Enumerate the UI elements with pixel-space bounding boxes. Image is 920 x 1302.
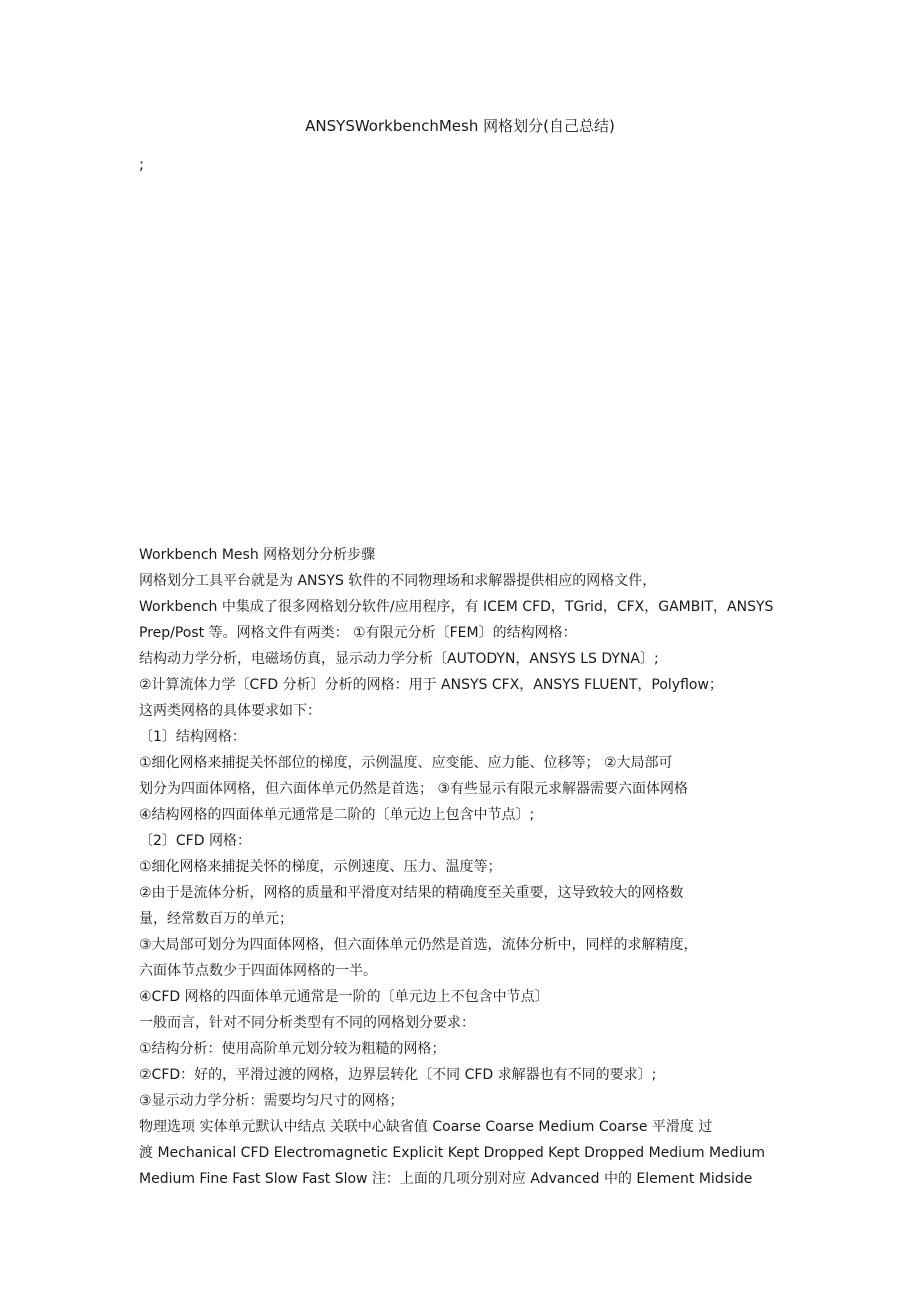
separator-mark: ;	[139, 155, 145, 173]
paragraph-line: 划分为四面体网格，但六面体单元仍然是首选； ③有些显示有限元求解器需要六面体网格	[139, 781, 688, 797]
paragraph-line: Workbench 中集成了很多网格划分软件/应用程序，有 ICEM CFD，TGrid，CFX，GAMBIT，ANSYS	[139, 599, 774, 615]
paragraph-line: 这两类网格的具体要求如下：	[139, 703, 321, 719]
paragraph-line: ①结构分析：使用高阶单元划分较为粗糙的网格；	[139, 1041, 446, 1057]
paragraph-line: ③大局部可划分为四面体网格，但六面体单元仍然是首选，流体分析中，同样的求解精度，	[139, 937, 698, 953]
paragraph-line: Medium Fine Fast Slow Fast Slow 注：上面的几项分别对应 Advanced 中的 Element Midside	[139, 1171, 753, 1187]
paragraph-line: ④结构网格的四面体单元通常是二阶的〔单元边上包含中节点〕;	[139, 807, 535, 823]
paragraph-line: ②CFD：好的，平滑过渡的网格，边界层转化〔不同 CFD 求解器也有不同的要求〕;	[139, 1067, 657, 1083]
paragraph-line: 六面体节点数少于四面体网格的一半。	[139, 963, 377, 979]
paragraph-line: ②计算流体力学〔CFD 分析〕分析的网格：用于 ANSYS CFX，ANSYS FLUENT，Polyflow；	[139, 677, 723, 693]
paragraph-line: ④CFD 网格的四面体单元通常是一阶的〔单元边上不包含中节点〕	[139, 989, 549, 1005]
paragraph-line: ③显示动力学分析：需要均匀尺寸的网格；	[139, 1093, 404, 1109]
subsection-heading: 〔1〕结构网格：	[139, 729, 246, 745]
paragraph-line: 一般而言，针对不同分析类型有不同的网格划分要求：	[139, 1015, 475, 1031]
paragraph-line: 渡 Mechanical CFD Electromagnetic Explicit Kept Dropped Kept Dropped Medium Medium	[139, 1145, 766, 1161]
paragraph-line: 网格划分工具平台就是为 ANSYS 软件的不同物理场和求解器提供相应的网格文件，	[139, 573, 657, 589]
paragraph-line: ①细化网格来捕捉关怀部位的梯度，示例温度、应变能、应力能、位移等； ②大局部可	[139, 755, 673, 771]
document-title: ANSYSWorkbenchMesh 网格划分(自己总结)	[305, 117, 615, 135]
section-heading: Workbench Mesh 网格划分分析步骤	[139, 547, 376, 563]
subsection-heading: 〔2〕CFD 网格：	[139, 833, 251, 849]
paragraph-line: 量，经常数百万的单元；	[139, 911, 293, 927]
paragraph-line: Prep/Post 等。网格文件有两类： ①有限元分析〔FEM〕的结构网格：	[139, 625, 577, 641]
paragraph-line: ②由于是流体分析，网格的质量和平滑度对结果的精确度至关重要，这导致较大的网格数	[139, 885, 684, 901]
paragraph-line: 结构动力学分析，电磁场仿真，显示动力学分析〔AUTODYN，ANSYS LS DYNA〕;	[139, 651, 659, 667]
paragraph-line: 物理选项 实体单元默认中结点 关联中心缺省值 Coarse Coarse Medium Coarse 平滑度 过	[139, 1119, 713, 1135]
document-body	[139, 542, 784, 1192]
paragraph-line: ①细化网格来捕捉关怀的梯度，示例速度、压力、温度等；	[139, 859, 502, 875]
